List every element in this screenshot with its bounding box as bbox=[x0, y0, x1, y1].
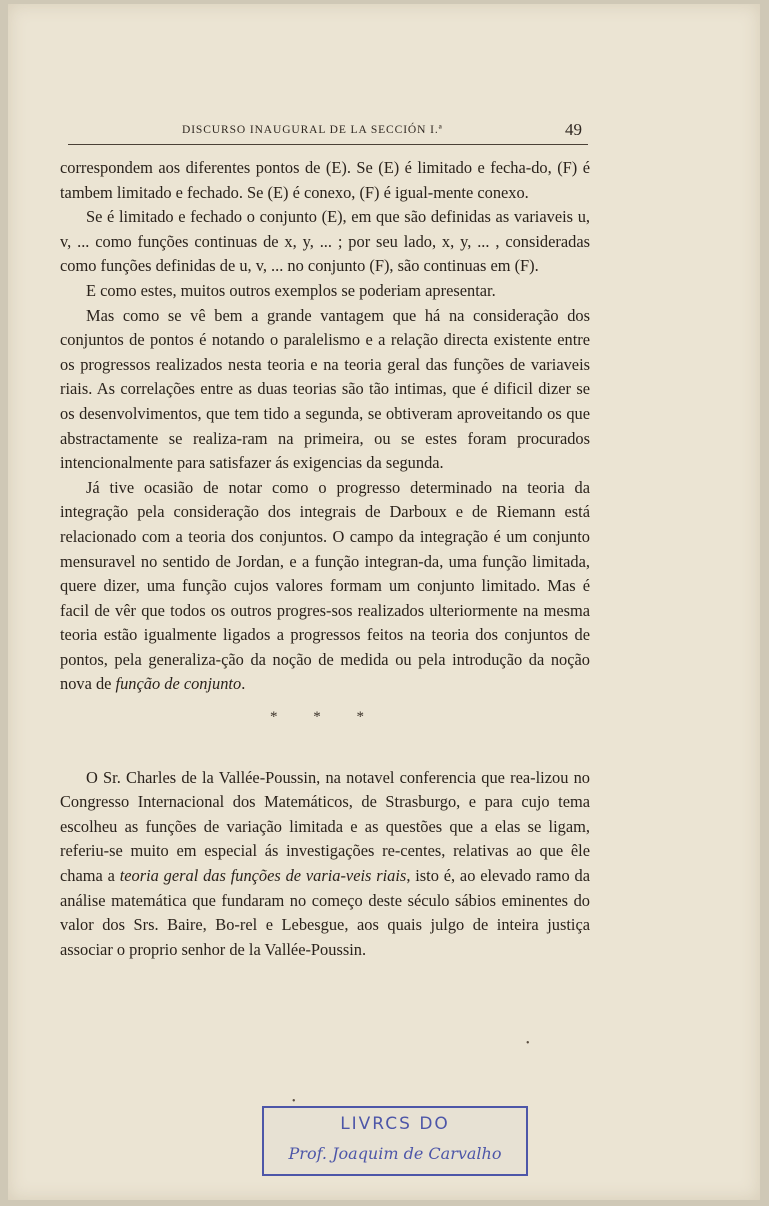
stamp-line-2: Prof. Joaquim de Carvalho bbox=[288, 1144, 502, 1163]
paragraph: E como estes, muitos outros exemplos se poderiam apresentar. bbox=[86, 280, 496, 300]
paragraph: Se é limitado e fechado o conjunto (E), em que são definidas as variaveis u, v, ... como funções continuas de x, y, ... ; por seu lado, x, y, ... , consideradas como funções definidas de u, v, ... no conjunto (F), são continuas em (F). bbox=[60, 207, 590, 276]
page-number: 49 bbox=[565, 120, 582, 139]
library-stamp bbox=[262, 1106, 528, 1176]
paragraph-text: , isto é, ao elevado ramo da análise matemática que fundaram no começo deste século sábios eminentes do valor dos Srs. Baire, Bo-rel e Lebesgue, aos quais julgo de inteira justiça associar o proprio senhor de la Vallée-Poussin. bbox=[60, 866, 590, 959]
section-divider: * * * bbox=[270, 709, 380, 726]
paragraph: Já tive ocasião de notar como o progresso determinado na teoria da integração pela consideração dos integrais de Darboux e de Riemann está relacionado com a teoria dos conjuntos. O campo da integração é um conjunto mensuravel no sentido de Jordan, e a função integran-da, uma função limitada, quere dizer, uma função cujos valores formam um conjunto limitado. Mas é facil de vêr que todos os outros progres-sos realizados ulteriormente na mesma teoria estão igualmente ligados a progressos feitos na teoria dos conjuntos de pontos, pela generaliza-ção da noção de medida ou pela introdução da noção nova de função de conjunto. bbox=[60, 477, 590, 694]
stamp-line-1: LIVRCS DO bbox=[340, 1114, 450, 1134]
paragraph-text: O Sr. Charles de la Vallée-Poussin, na notavel conferencia que rea-lizou no Congresso Internacional dos Matemáticos, de Strasburgo, e para cujo tema escolheu as funções de variação limitada e as questões que a elas se ligam, referiu-se muito em especial ás investigações re-centes, relativas ao que êle chama a bbox=[60, 767, 590, 886]
paragraph: Mas como se vê bem a grande vantagem que há na consideração dos conjuntos de pontos é notando o paralelismo e a relação directa existente entre os progressos realizados nesta teoria e na teoria geral das funções de variaveis riais. As correlações entre as duas teorias são tão intimas, que é dificil dizer se os desenvolvimentos, que tem tido a segunda, se obtiveram aproveitando os que abstractamente se realiza-ram na primeira, ou se estes foram procurados intencionalmente para satisfazer ás exigencias da segunda. bbox=[60, 305, 590, 473]
ink-speck: • bbox=[526, 1038, 530, 1049]
book-page bbox=[8, 4, 760, 1200]
italic-term: teoria geral das funções de varia-veis riais bbox=[119, 866, 407, 886]
italic-term: função de conjunto bbox=[115, 674, 242, 694]
ink-speck: • bbox=[292, 1096, 296, 1107]
paragraph bbox=[60, 766, 590, 963]
body-text bbox=[60, 156, 590, 962]
running-title: DISCURSO INAUGURAL DE LA SECCIÓN I.ª bbox=[182, 124, 443, 136]
paragraph-text: Já tive ocasião de notar como o progresso determinado na teoria da integração pela consideração dos integrais de Darboux e de Riemann está relacionado com a teoria dos conjuntos. O campo da integração é um conjunto mensuravel no sentido de Jordan, e a função integran-da, uma função limitada, quere dizer, uma função cujos valores formam um conjunto limitado. Mas é facil de vêr que todos os outros progres-sos realizados ulteriormente na mesma teoria estão igualmente ligados a progressos feitos na teoria dos conjuntos de pontos, pela generaliza-ção da noção de medida ou pela introdução da noção nova de bbox=[60, 477, 590, 694]
running-head bbox=[68, 122, 588, 145]
paragraph: correspondem aos diferentes pontos de (E). Se (E) é limitado e fecha-do, (F) é tambem limitado e fechado. Se (E) é conexo, (F) é igual-mente conexo. bbox=[60, 158, 590, 202]
